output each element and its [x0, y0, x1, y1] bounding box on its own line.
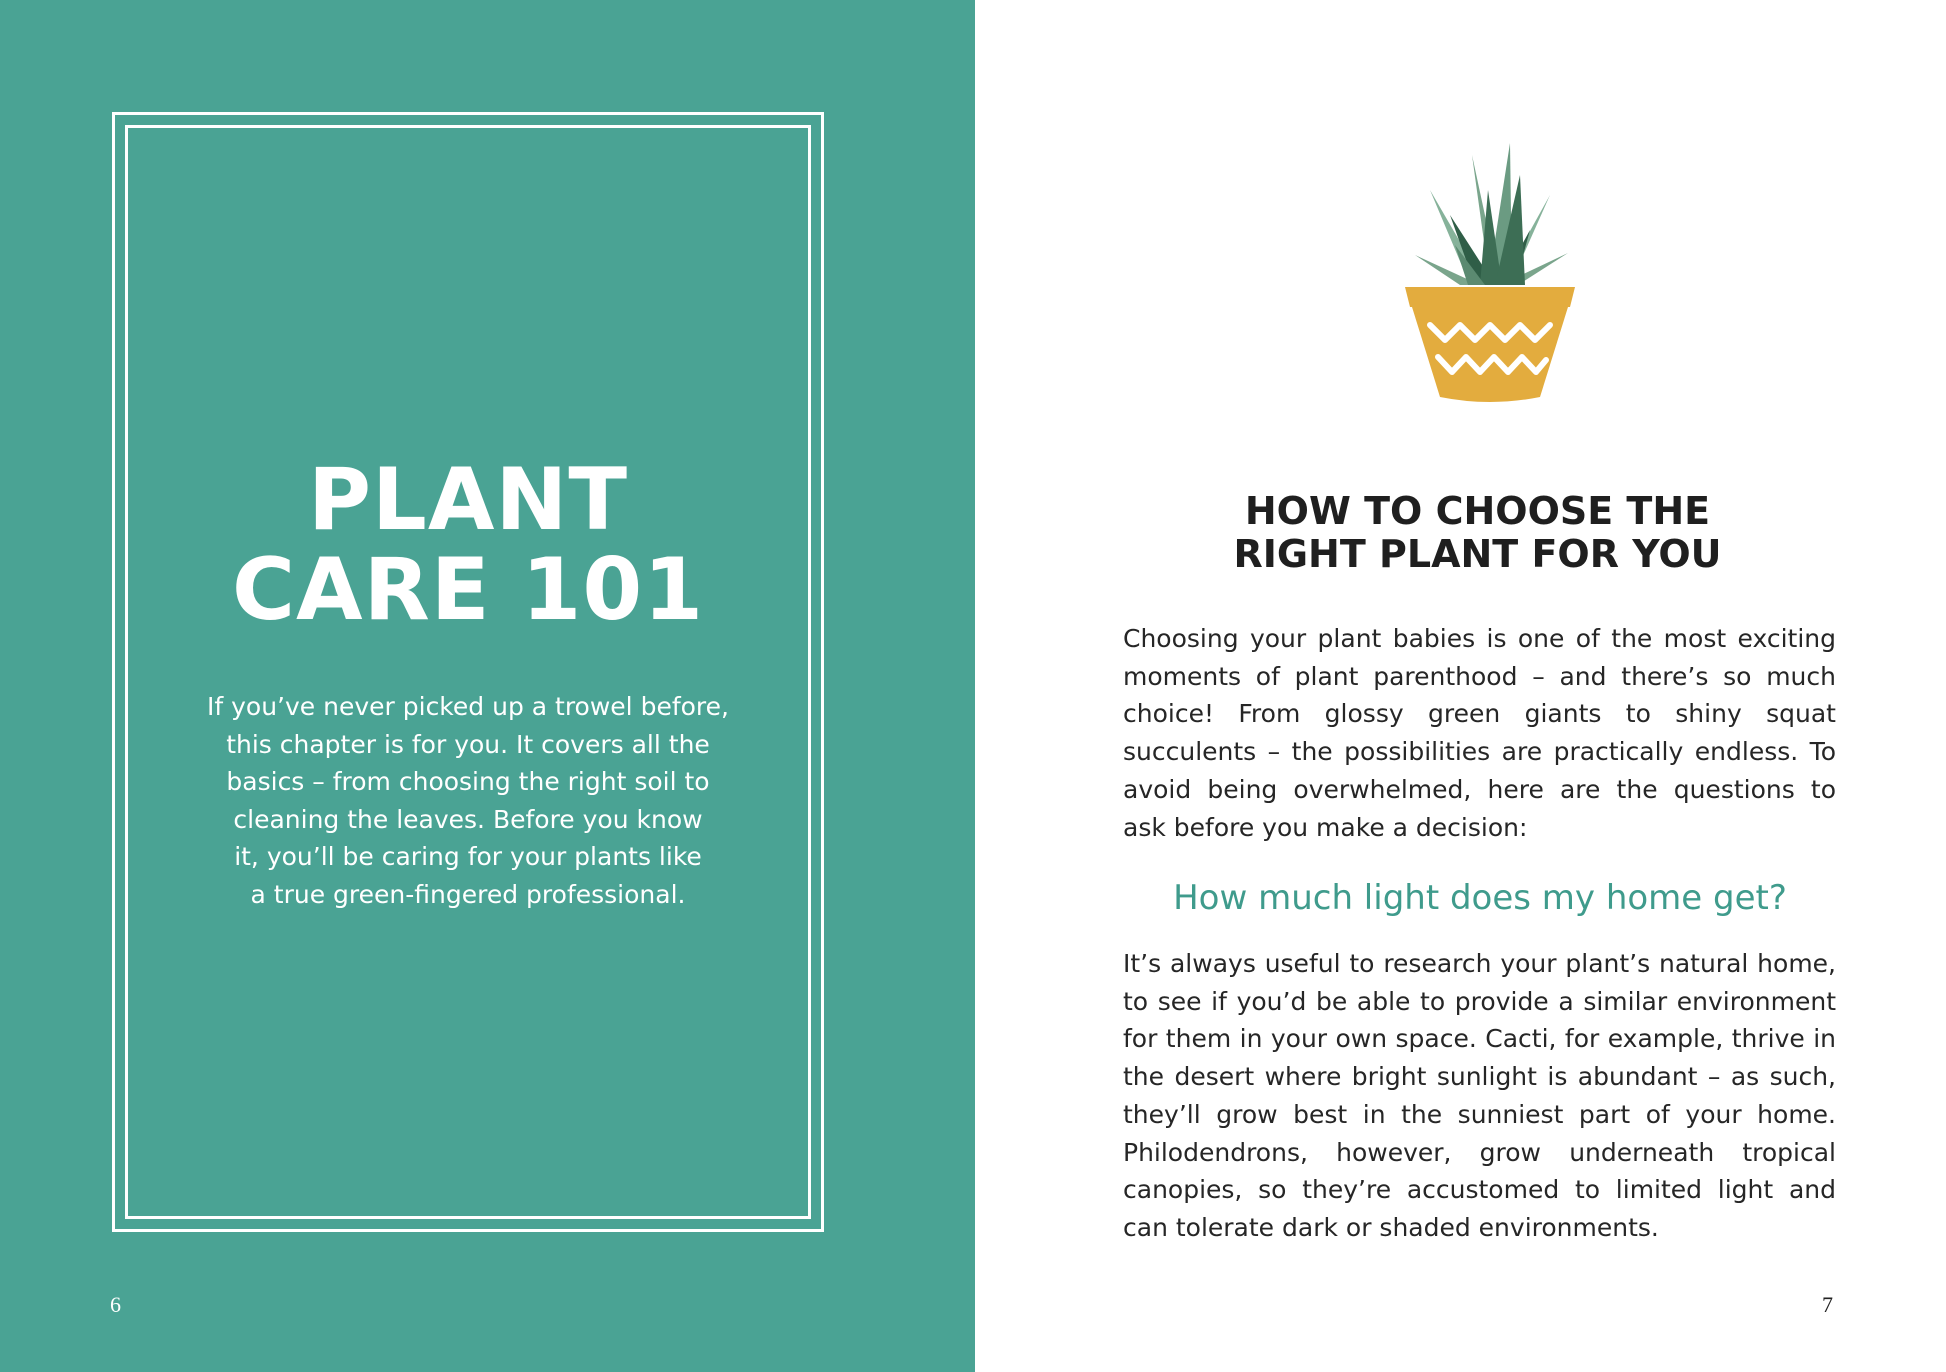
intro-line: this chapter is for you. It covers all the: [226, 729, 710, 759]
paragraph-line: for them in your own space. Cacti, for example, thrive in: [1123, 1024, 1836, 1054]
paragraph-line: Philodendrons, however, grow underneath tropical: [1123, 1137, 1836, 1167]
paragraph-line: can tolerate dark or shaded environments.: [1123, 1212, 1659, 1242]
paragraph-line: choice! From glossy green giants to shiny squat: [1123, 699, 1836, 729]
paragraph-line: the desert where bright sunlight is abundant – as such,: [1123, 1062, 1836, 1092]
light-paragraph: [1123, 945, 1836, 1247]
intro-line: it, you’ll be caring for your plants like: [234, 842, 702, 871]
paragraph-line: ask before you make a decision:: [1123, 812, 1528, 842]
inner-frame-border: [125, 125, 811, 1219]
intro-paragraph: [1123, 620, 1836, 846]
intro-line: If you’ve never picked up a trowel before,: [207, 692, 729, 721]
paragraph-line: canopies, so they’re accustomed to limited light and: [1123, 1175, 1836, 1205]
paragraph-line: succulents – the possibilities are practically endless. To: [1123, 737, 1836, 767]
paragraph-line: they’ll grow best in the sunniest part of your home.: [1123, 1099, 1836, 1129]
intro-line: a true green-fingered professional.: [250, 879, 686, 909]
chapter-title-line: CARE 101: [231, 540, 705, 640]
paragraph-line: moments of plant parenthood – and there’s so much: [1123, 661, 1836, 691]
section-heading-line: HOW TO CHOOSE THE: [1244, 489, 1711, 533]
chapter-intro: [180, 688, 756, 913]
paragraph-line: Choosing your plant babies is one of the most exciting: [1123, 624, 1836, 653]
paragraph-line: It’s always useful to research your plant’s natural home,: [1123, 949, 1836, 978]
chapter-title-line: PLANT: [307, 450, 629, 550]
paragraph-line: to see if you’d be able to provide a similar environment: [1123, 986, 1836, 1016]
paragraph-line: avoid being overwhelmed, here are the questions to: [1123, 774, 1836, 804]
intro-line: cleaning the leaves. Before you know: [233, 804, 703, 834]
chapter-title: [125, 450, 811, 640]
section-heading: [1125, 490, 1830, 576]
subheading: How much light does my home get?: [1173, 878, 1787, 918]
page-number-right: 7: [1822, 1292, 1833, 1317]
intro-line: basics – from choosing the right soil to: [226, 767, 710, 796]
potted-succulent-icon: [1400, 135, 1580, 405]
page-number-left: 6: [110, 1292, 121, 1317]
section-heading-line: RIGHT PLANT FOR YOU: [1233, 532, 1722, 576]
